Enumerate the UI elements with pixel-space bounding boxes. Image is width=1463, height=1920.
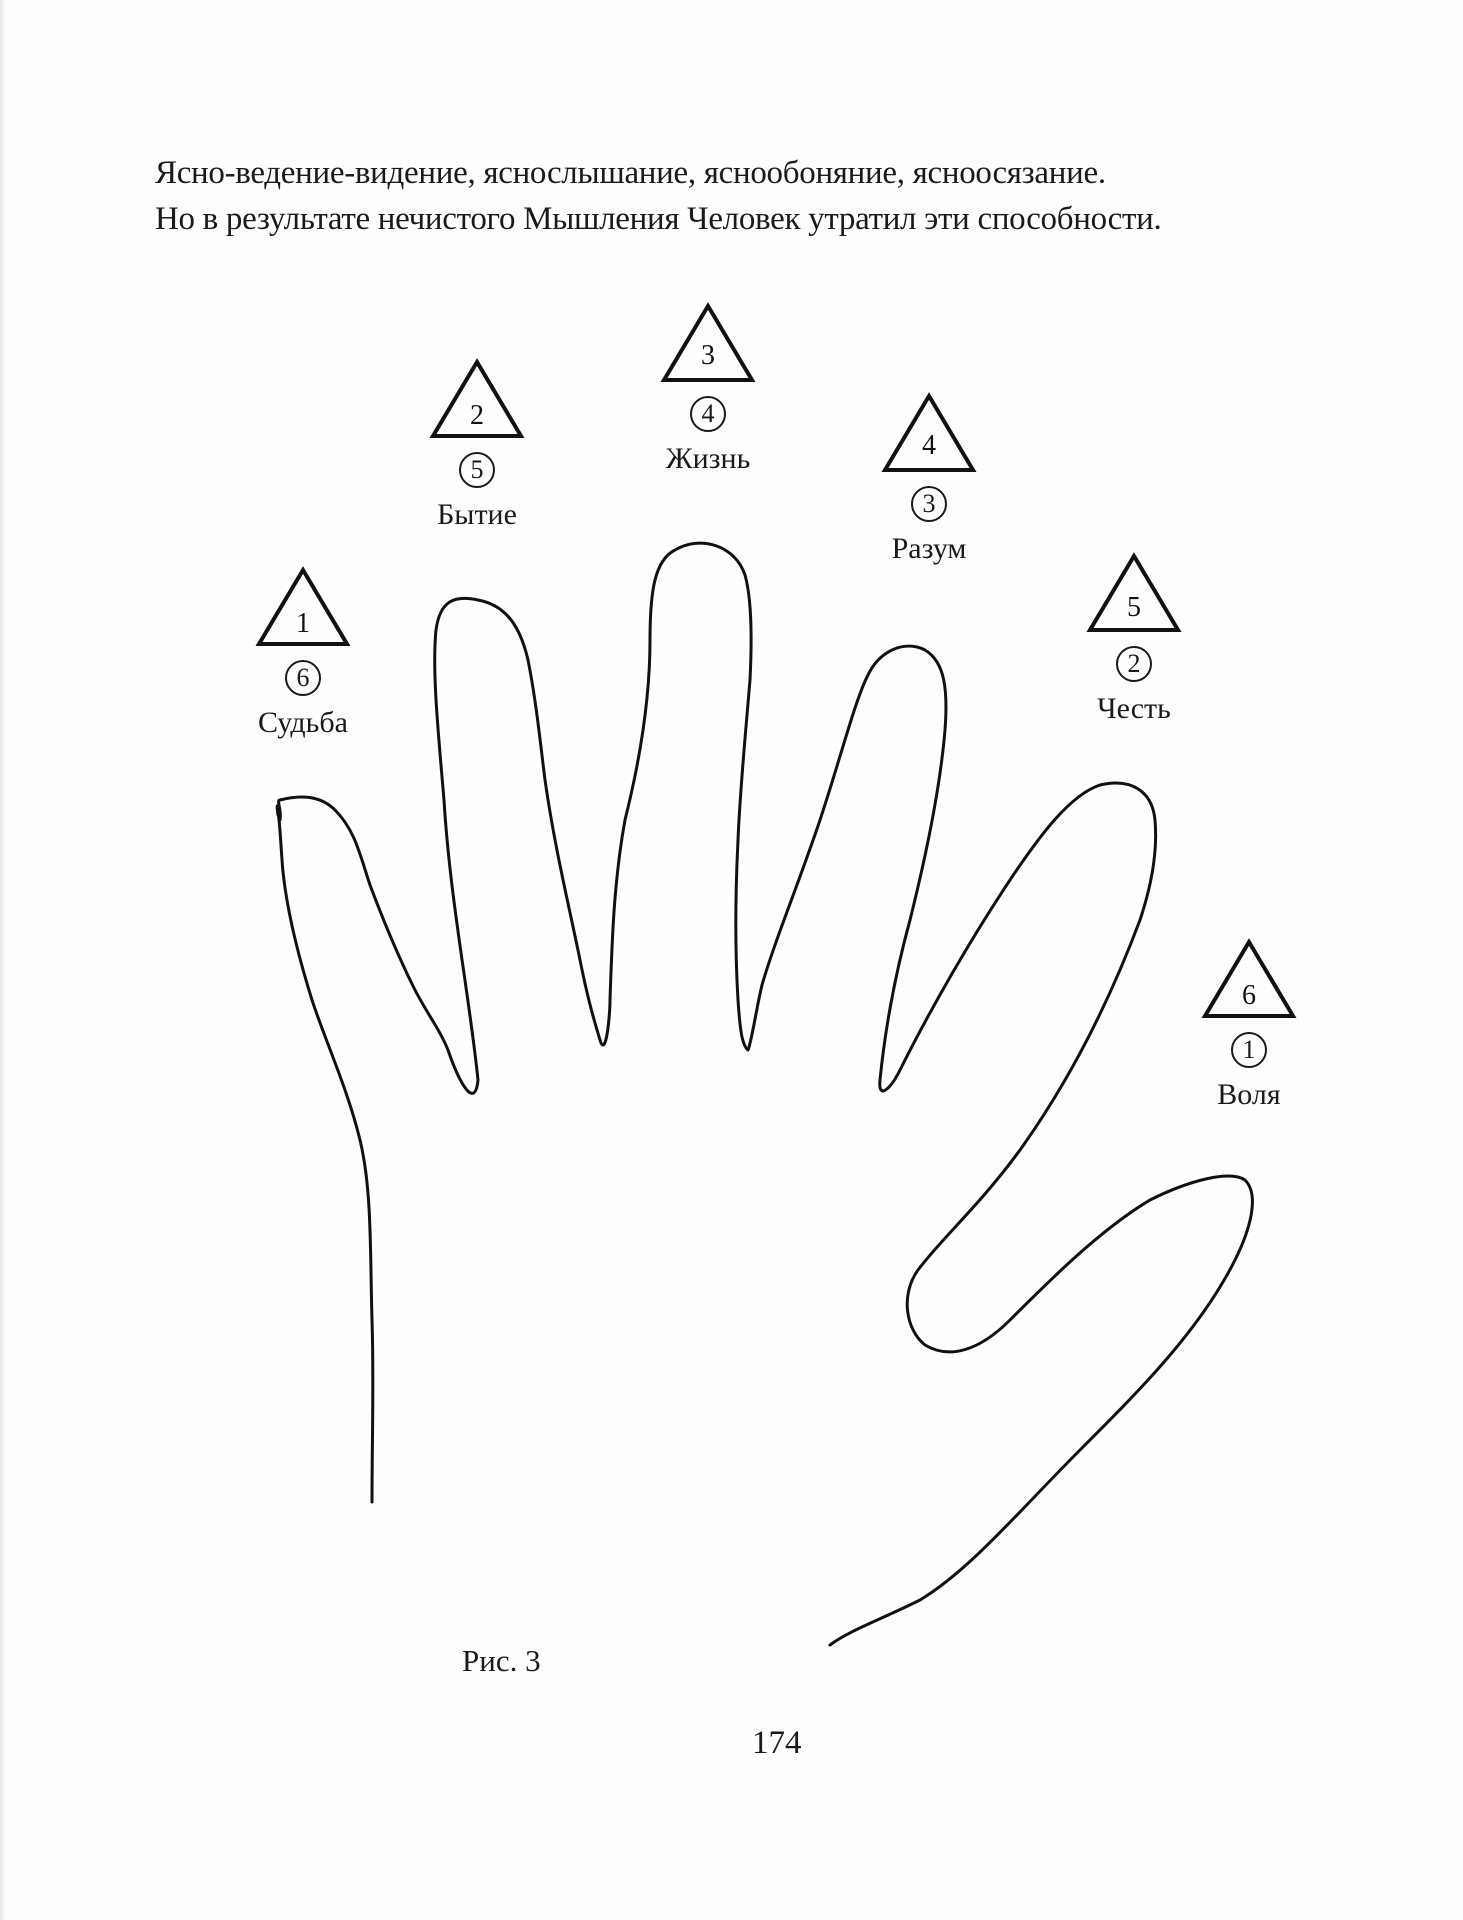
triangle-number: 3 xyxy=(701,340,715,371)
triangle-icon xyxy=(1086,552,1182,634)
circled-number: 3 xyxy=(911,486,947,522)
triangle-icon xyxy=(429,358,525,440)
finger-label-volya: Воля xyxy=(1217,1078,1281,1111)
intro-line-1: Ясно-ведение-видение, яснослышание, яснообоняние, ясноосязание. xyxy=(155,155,1106,191)
figure-caption: Рис. 3 xyxy=(462,1643,541,1678)
finger-marker-4 xyxy=(854,392,1004,566)
finger-label-sudba: Судьба xyxy=(258,706,348,739)
circled-number: 5 xyxy=(459,452,495,488)
triangle-number: 1 xyxy=(296,608,310,639)
intro-line-2: Но в результате нечистого Мышления Человек утратил эти способности. xyxy=(155,201,1162,237)
triangle-icon xyxy=(255,566,351,648)
triangle-number: 6 xyxy=(1242,980,1256,1011)
finger-label-bytie: Бытие xyxy=(437,498,517,531)
finger-marker-1 xyxy=(228,566,378,740)
triangle-icon xyxy=(660,302,756,384)
finger-marker-5 xyxy=(1059,552,1209,726)
triangle-icon xyxy=(881,392,977,474)
finger-label-razum: Разум xyxy=(891,532,967,565)
finger-marker-2 xyxy=(402,358,552,532)
finger-marker-3 xyxy=(633,302,783,476)
triangle-icon xyxy=(1201,938,1297,1020)
finger-label-chest: Честь xyxy=(1097,692,1171,725)
triangle-number: 2 xyxy=(470,400,484,431)
circled-number: 6 xyxy=(285,660,321,696)
circled-number: 4 xyxy=(690,396,726,432)
triangle-number: 4 xyxy=(922,430,936,461)
page-number: 174 xyxy=(752,1725,802,1761)
finger-label-zhizn: Жизнь xyxy=(665,442,751,475)
finger-marker-6 xyxy=(1174,938,1324,1112)
circled-number: 1 xyxy=(1231,1032,1267,1068)
triangle-number: 5 xyxy=(1127,592,1141,623)
circled-number: 2 xyxy=(1116,646,1152,682)
